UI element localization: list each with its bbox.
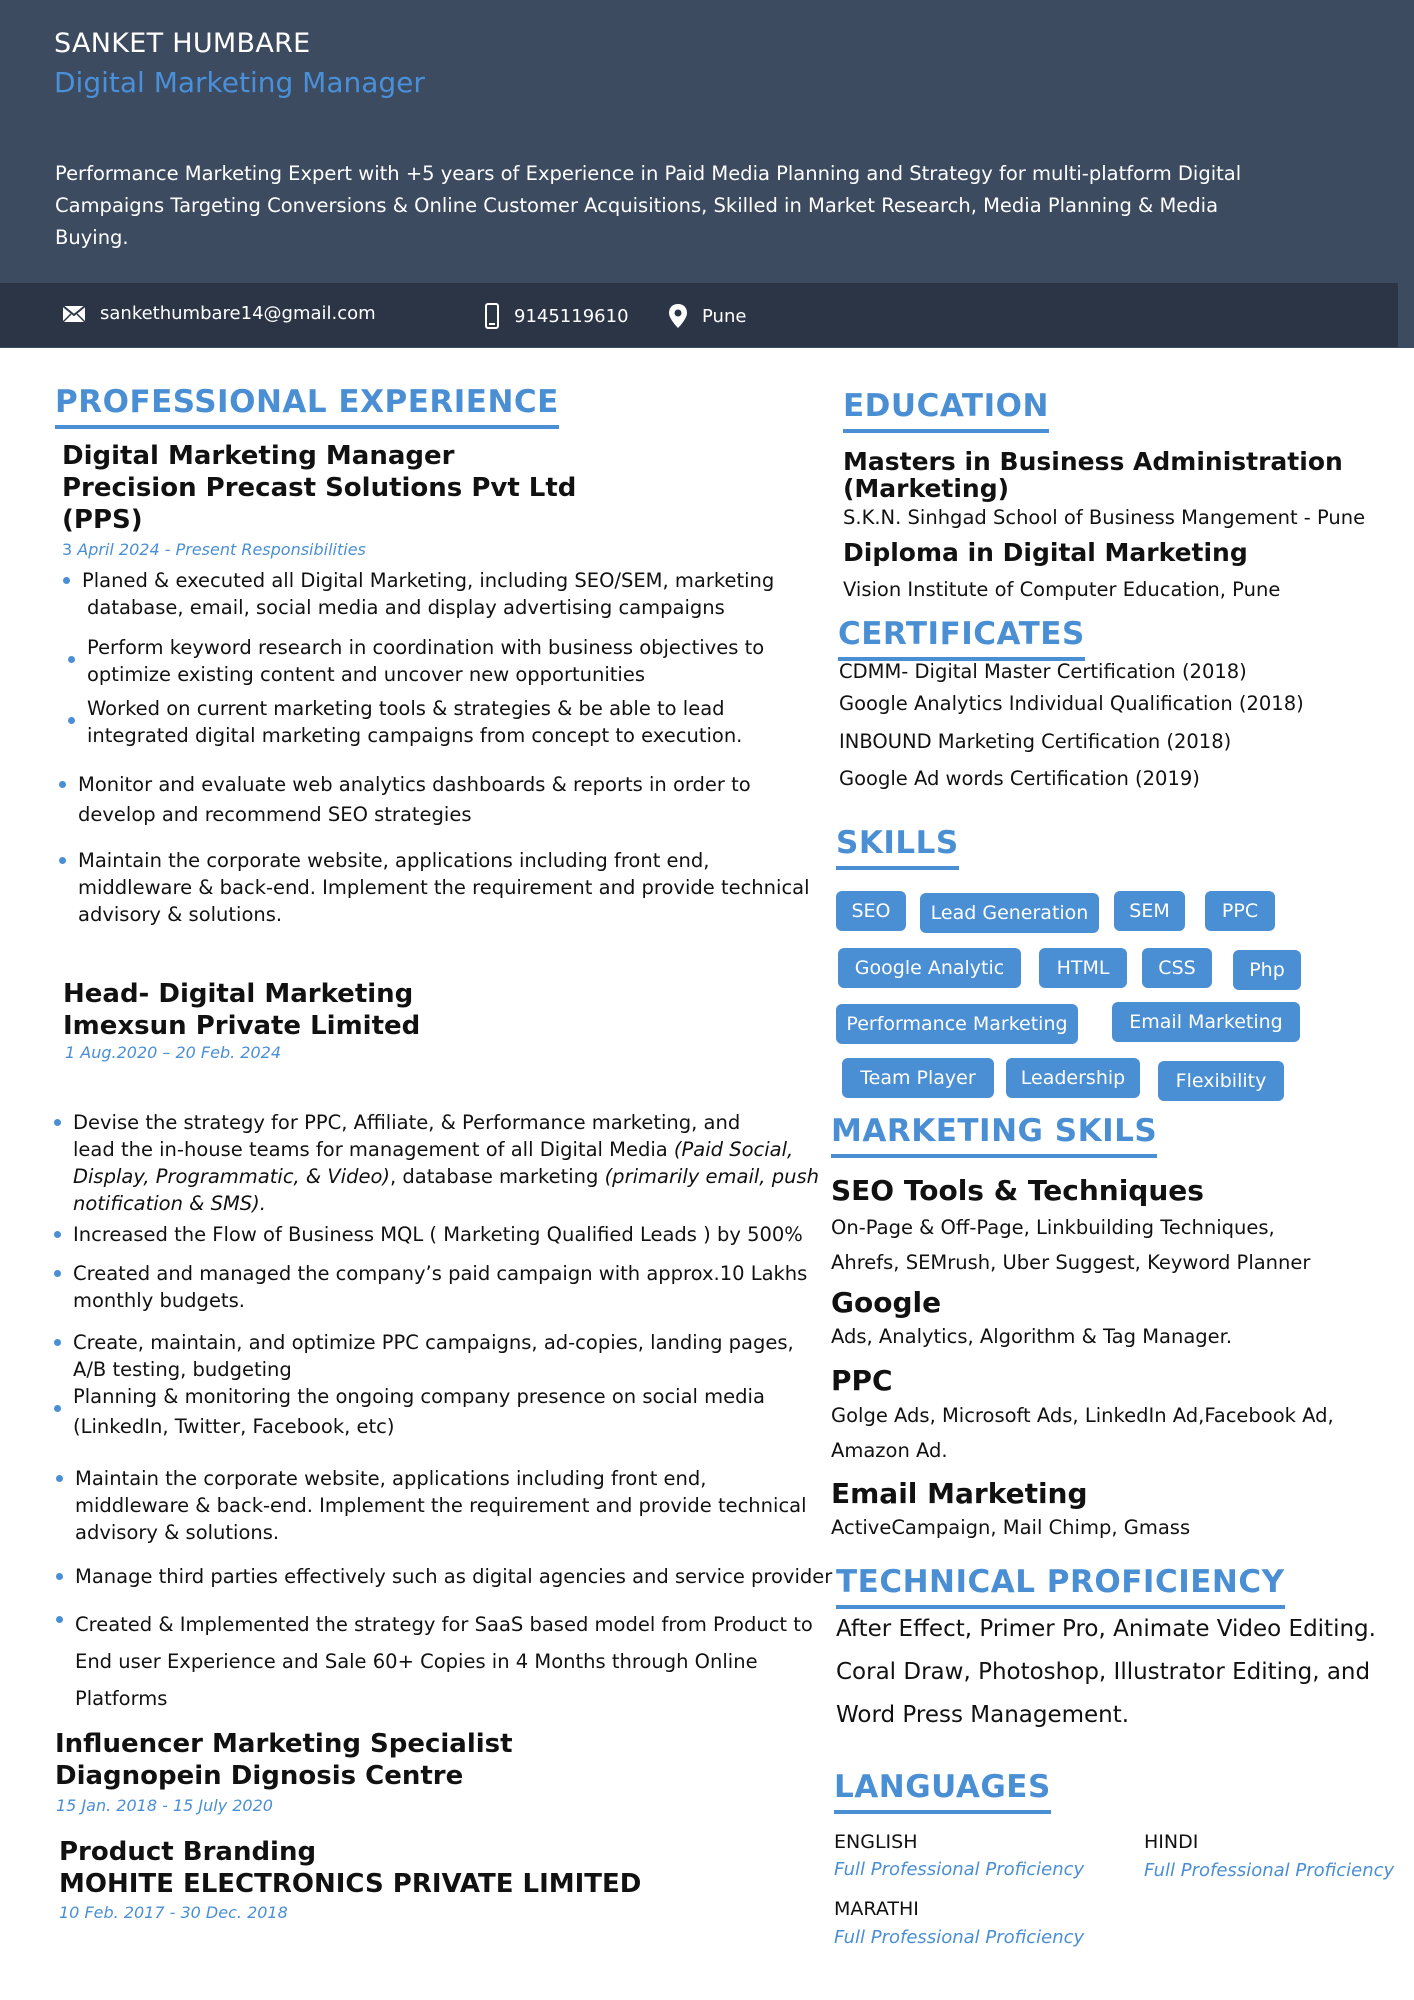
section-title-languages: LANGUAGES xyxy=(834,1770,1051,1814)
skill-chip: Google Analytic xyxy=(838,948,1021,988)
location-pin-icon xyxy=(668,303,688,329)
job-1-company: Precision Precast Solutions Pvt Ltd xyxy=(62,473,577,503)
email-text: sankethumbare14@gmail.com xyxy=(100,303,376,324)
skill-chip: SEM xyxy=(1114,891,1185,931)
section-title-technical: TECHNICAL PROFICIENCY xyxy=(836,1565,1285,1609)
skill-chip: Email Marketing xyxy=(1112,1002,1300,1042)
skill-chip: SEO xyxy=(836,891,906,931)
school-1: S.K.N. Sinhgad School of Business Mangement - Pune xyxy=(843,506,1366,529)
job-4-role: Product Branding xyxy=(59,1837,317,1867)
list-item: Manage third parties effectively such as digital agencies and service provider xyxy=(75,1565,833,1588)
list-item: Planed & executed all Digital Marketing, including SEO/SEM, marketing database, email, social media and display advertising campaigns xyxy=(82,569,775,619)
degree-1: Masters in Business Administration (Marketing) xyxy=(843,447,1343,503)
skill-chip: Performance Marketing xyxy=(836,1004,1078,1044)
language-level: Full Professional Proficiency xyxy=(834,1859,1085,1880)
certificate-item: Google Ad words Certification (2019) xyxy=(839,767,1200,790)
skill-chip: Php xyxy=(1233,950,1301,990)
contact-email[interactable] xyxy=(62,303,376,324)
skill-chip: CSS xyxy=(1142,948,1212,988)
mskill-head: Email Marketing xyxy=(831,1477,1088,1510)
skill-chip: Leadership xyxy=(1006,1058,1140,1098)
location-text: Pune xyxy=(702,305,747,327)
mskill-text: Golge Ads, Microsoft Ads, LinkedIn Ad,Facebook Ad, Amazon Ad. xyxy=(831,1404,1334,1462)
language-name: ENGLISH xyxy=(834,1831,918,1853)
mskill-head: PPC xyxy=(831,1364,893,1397)
section-title-experience: PROFESSIONAL EXPERIENCE xyxy=(55,385,559,429)
technical-text: After Effect, Primer Pro, Animate Video Editing. Coral Draw, Photoshop, Illustrator Editing, and Word Press Management. xyxy=(836,1616,1376,1728)
job-3-date: 15 Jan. 2018 - 15 July 2020 xyxy=(56,1796,273,1815)
job-2-role: Head- Digital Marketing xyxy=(63,979,414,1009)
skill-chip: Lead Generation xyxy=(920,893,1099,933)
list-item: Created & Implemented the strategy for SaaS based model from Product to End user Experience and Sale 60+ Copies in 4 Months through Online Platforms xyxy=(75,1606,813,1717)
header-banner xyxy=(0,0,1414,348)
certificate-item: INBOUND Marketing Certification (2018) xyxy=(839,730,1232,753)
mskill-text: ActiveCampaign, Mail Chimp, Gmass xyxy=(831,1516,1191,1539)
contact-location xyxy=(668,303,746,329)
list-item: Planning & monitoring the ongoing company presence on social media (LinkedIn, Twitter, Facebook, etc) xyxy=(73,1385,765,1438)
mskill-head: Google xyxy=(831,1286,942,1319)
job-1-company-abbr: (PPS) xyxy=(62,505,143,535)
contact-phone[interactable] xyxy=(484,303,629,329)
job-2-company: Imexsun Private Limited xyxy=(63,1011,421,1041)
job-2-date: 1 Aug.2020 – 20 Feb. 2024 xyxy=(65,1043,282,1062)
section-title-marketing-skills: MARKETING SKILS xyxy=(831,1114,1157,1158)
mskill-head: SEO Tools & Techniques xyxy=(831,1174,1204,1207)
language-name: HINDI xyxy=(1144,1831,1199,1853)
job-1-date: 3 April 2024 - Present Responsibilities xyxy=(62,540,366,559)
section-title-education: EDUCATION xyxy=(843,389,1049,433)
list-item: Monitor and evaluate web analytics dashboards & reports in order to develop and recommend SEO strategies xyxy=(78,773,751,826)
list-item: Create, maintain, and optimize PPC campaigns, ad-copies, landing pages, A/B testing, budgeting xyxy=(73,1331,794,1381)
certificate-item: Google Analytics Individual Qualification (2018) xyxy=(839,692,1304,715)
profile-summary: Performance Marketing Expert with +5 years of Experience in Paid Media Planning and Strategy for multi-platform Digital Campaigns Targeting Conversions & Online Customer Acquisitions, Skilled in Market Research, Media Planning & Media Buying. xyxy=(55,162,1242,249)
candidate-role: Digital Marketing Manager xyxy=(54,66,425,99)
mskill-text: Ads, Analytics, Algorithm & Tag Manager. xyxy=(831,1325,1233,1348)
contact-bar xyxy=(0,283,1398,347)
skill-chip: HTML xyxy=(1039,948,1127,988)
job-3-company: Diagnopein Dignosis Centre xyxy=(55,1761,464,1791)
job-4-date: 10 Feb. 2017 - 30 Dec. 2018 xyxy=(59,1903,288,1922)
skill-chip: Flexibility xyxy=(1158,1061,1284,1101)
language-level: Full Professional Proficiency xyxy=(1144,1860,1395,1881)
skill-chip: PPC xyxy=(1205,891,1275,931)
list-item: Maintain the corporate website, applications including front end, middleware & back-end. Implement the requirement and provide technical advisory & solutions. xyxy=(78,849,810,926)
mobile-phone-icon xyxy=(484,303,500,329)
list-item: Devise the strategy for PPC, Affiliate, & Performance marketing, and lead the in-house teams for management of all Digital Media (Paid Social, Display, Programmatic, & Video), database marketing (primarily email, push notification & SMS). xyxy=(73,1111,819,1215)
envelope-icon xyxy=(62,305,86,323)
list-item: Perform keyword research in coordination with business objectives to optimize existing content and uncover new opportunities xyxy=(87,636,765,686)
job-3-role: Influencer Marketing Specialist xyxy=(55,1729,513,1759)
degree-2: Diploma in Digital Marketing xyxy=(843,538,1248,567)
phone-text: 9145119610 xyxy=(514,305,629,327)
list-item: Created and managed the company’s paid campaign with approx.10 Lakhs monthly budgets. xyxy=(73,1262,808,1312)
job-1-role: Digital Marketing Manager xyxy=(62,441,455,471)
school-2: Vision Institute of Computer Education, Pune xyxy=(843,578,1281,601)
language-level: Full Professional Proficiency xyxy=(834,1927,1085,1948)
skill-chip: Team Player xyxy=(842,1058,994,1098)
list-item: Worked on current marketing tools & strategies & be able to lead integrated digital marketing campaigns from concept to execution. xyxy=(87,697,743,747)
job-4-company: MOHITE ELECTRONICS PRIVATE LIMITED xyxy=(59,1869,642,1899)
section-title-skills: SKILLS xyxy=(836,826,959,870)
candidate-name: SANKET HUMBARE xyxy=(54,28,311,59)
list-item: Maintain the corporate website, applications including front end, middleware & back-end. Implement the requirement and provide technical advisory & solutions. xyxy=(75,1467,807,1544)
certificate-item: CDMM- Digital Master Certification (2018) xyxy=(839,660,1247,683)
language-name: MARATHI xyxy=(834,1898,919,1920)
list-item: Increased the Flow of Business MQL ( Marketing Qualified Leads ) by 500% xyxy=(73,1223,803,1246)
section-title-certificates: CERTIFICATES xyxy=(838,617,1085,661)
mskill-text: On-Page & Off-Page, Linkbuilding Techniques, Ahrefs, SEMrush, Uber Suggest, Keyword Planner xyxy=(831,1216,1311,1274)
